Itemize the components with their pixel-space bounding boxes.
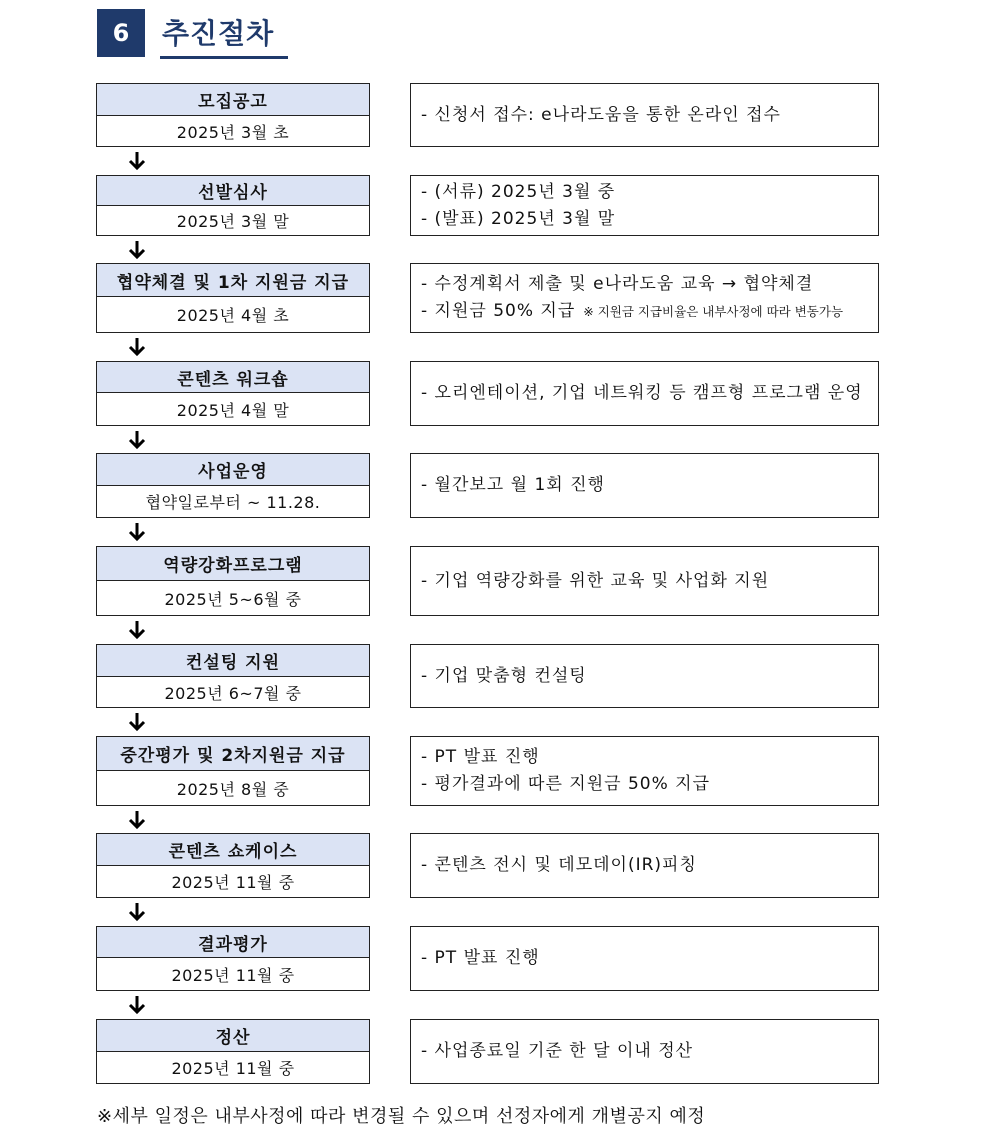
step-date: 2025년 8월 중 — [176, 779, 290, 799]
step-detail-box — [410, 1019, 879, 1084]
step-detail-line — [421, 945, 878, 972]
process-step — [96, 644, 879, 708]
step-detail-box — [410, 83, 879, 147]
down-arrow-icon — [126, 901, 148, 923]
step-stage-box — [96, 926, 370, 991]
step-detail-note: ※ 지원금 지급비율은 내부사정에 따라 변동가능 — [583, 304, 844, 319]
section-title: 추진절차 — [162, 17, 275, 50]
process-step — [96, 926, 879, 991]
process-step — [96, 175, 879, 236]
step-stage-box — [96, 263, 370, 333]
step-date: 2025년 11월 중 — [171, 873, 295, 892]
step-stage-box — [96, 83, 370, 147]
step-detail-text: - 사업종료일 기준 한 달 이내 정산 — [421, 1041, 694, 1061]
step-detail-text: - 오리엔테이션, 기업 네트워킹 등 캠프형 프로그램 운영 — [421, 383, 863, 403]
step-detail-line — [421, 852, 878, 879]
step-detail-box — [410, 644, 879, 708]
step-detail-line — [421, 206, 878, 233]
step-title: 정산 — [97, 1020, 369, 1052]
step-detail-line — [421, 744, 878, 771]
step-detail-box — [410, 546, 879, 616]
step-detail-text: - 평가결과에 따른 지원금 50% 지급 — [421, 774, 711, 794]
down-arrow-icon — [126, 994, 148, 1016]
step-date: 2025년 3월 초 — [176, 122, 290, 142]
step-detail-text: - 콘텐츠 전시 및 데모데이(IR)피칭 — [421, 855, 697, 875]
process-step — [96, 361, 879, 426]
step-date: 협약일로부터 ~ 11.28. — [145, 493, 321, 512]
step-date: 2025년 3월 말 — [176, 212, 290, 231]
step-detail-line — [421, 102, 878, 129]
step-detail-text: - 기업 맞춤형 컨설팅 — [421, 665, 587, 686]
process-step — [96, 83, 879, 147]
step-stage-box — [96, 833, 370, 898]
step-detail-box — [410, 453, 879, 518]
step-stage-box — [96, 175, 370, 236]
step-detail-text: - 신청서 접수: e나라도움을 통한 온라인 접수 — [421, 104, 781, 125]
down-arrow-icon — [126, 711, 148, 733]
down-arrow-icon — [126, 150, 148, 172]
step-title: 모집공고 — [97, 84, 369, 116]
process-step — [96, 546, 879, 616]
down-arrow-icon — [126, 809, 148, 831]
step-detail-line — [421, 1038, 878, 1065]
process-step — [96, 453, 879, 518]
step-title: 중간평가 및 2차지원금 지급 — [97, 737, 369, 771]
step-detail-text: - (서류) 2025년 3월 중 — [421, 181, 616, 202]
footnote: ※세부 일정은 내부사정에 따라 변경될 수 있으며 선정자에게 개별공지 예정 — [97, 1106, 706, 1127]
step-detail-line — [421, 179, 878, 206]
step-date: 2025년 11월 중 — [171, 1059, 295, 1078]
down-arrow-icon — [126, 619, 148, 641]
step-detail-line — [421, 568, 878, 595]
step-title: 협약체결 및 1차 지원금 지급 — [97, 264, 369, 297]
step-title: 컨설팅 지원 — [97, 645, 369, 677]
step-date: 2025년 4월 초 — [176, 306, 290, 325]
step-date: 2025년 5~6월 중 — [164, 589, 302, 609]
step-title: 선발심사 — [97, 176, 369, 206]
step-detail-line — [421, 472, 878, 499]
step-title: 사업운영 — [97, 454, 369, 486]
step-detail-line — [421, 298, 878, 325]
step-title: 역량강화프로그램 — [97, 547, 369, 581]
step-detail-line — [421, 663, 878, 690]
step-stage-box — [96, 644, 370, 708]
step-detail-text: - 기업 역량강화를 위한 교육 및 사업화 지원 — [421, 570, 770, 591]
process-step — [96, 736, 879, 806]
down-arrow-icon — [126, 429, 148, 451]
step-detail-box — [410, 175, 879, 236]
step-detail-line — [421, 271, 878, 298]
step-detail-text: - PT 발표 진행 — [421, 747, 540, 767]
step-detail-text: - PT 발표 진행 — [421, 948, 540, 968]
down-arrow-icon — [126, 521, 148, 543]
step-title: 콘텐츠 쇼케이스 — [97, 834, 369, 866]
process-step — [96, 263, 879, 333]
step-stage-box — [96, 736, 370, 806]
section-title-underline — [160, 56, 288, 59]
process-step — [96, 833, 879, 898]
step-detail-box — [410, 833, 879, 898]
down-arrow-icon — [126, 239, 148, 261]
step-detail-box — [410, 263, 879, 333]
step-detail-line — [421, 771, 878, 798]
step-date: 2025년 6~7월 중 — [164, 683, 302, 703]
step-detail-text: - 지원금 50% 지급 — [421, 301, 576, 321]
step-detail-text: - (발표) 2025년 3월 말 — [421, 208, 616, 229]
step-detail-text: - 수정계획서 제출 및 e나라도움 교육 → 협약체결 — [421, 274, 814, 294]
process-step — [96, 1019, 879, 1084]
section-number: 6 — [97, 9, 145, 57]
step-title: 콘텐츠 워크숍 — [97, 362, 369, 393]
step-detail-box — [410, 361, 879, 426]
step-detail-text: - 월간보고 월 1회 진행 — [421, 475, 605, 495]
step-detail-box — [410, 736, 879, 806]
step-title: 결과평가 — [97, 927, 369, 958]
step-date: 2025년 4월 말 — [176, 400, 290, 420]
step-stage-box — [96, 361, 370, 426]
step-detail-line — [421, 380, 878, 407]
down-arrow-icon — [126, 336, 148, 358]
step-stage-box — [96, 1019, 370, 1084]
step-date: 2025년 11월 중 — [171, 965, 295, 985]
step-stage-box — [96, 453, 370, 518]
step-stage-box — [96, 546, 370, 616]
step-detail-box — [410, 926, 879, 991]
